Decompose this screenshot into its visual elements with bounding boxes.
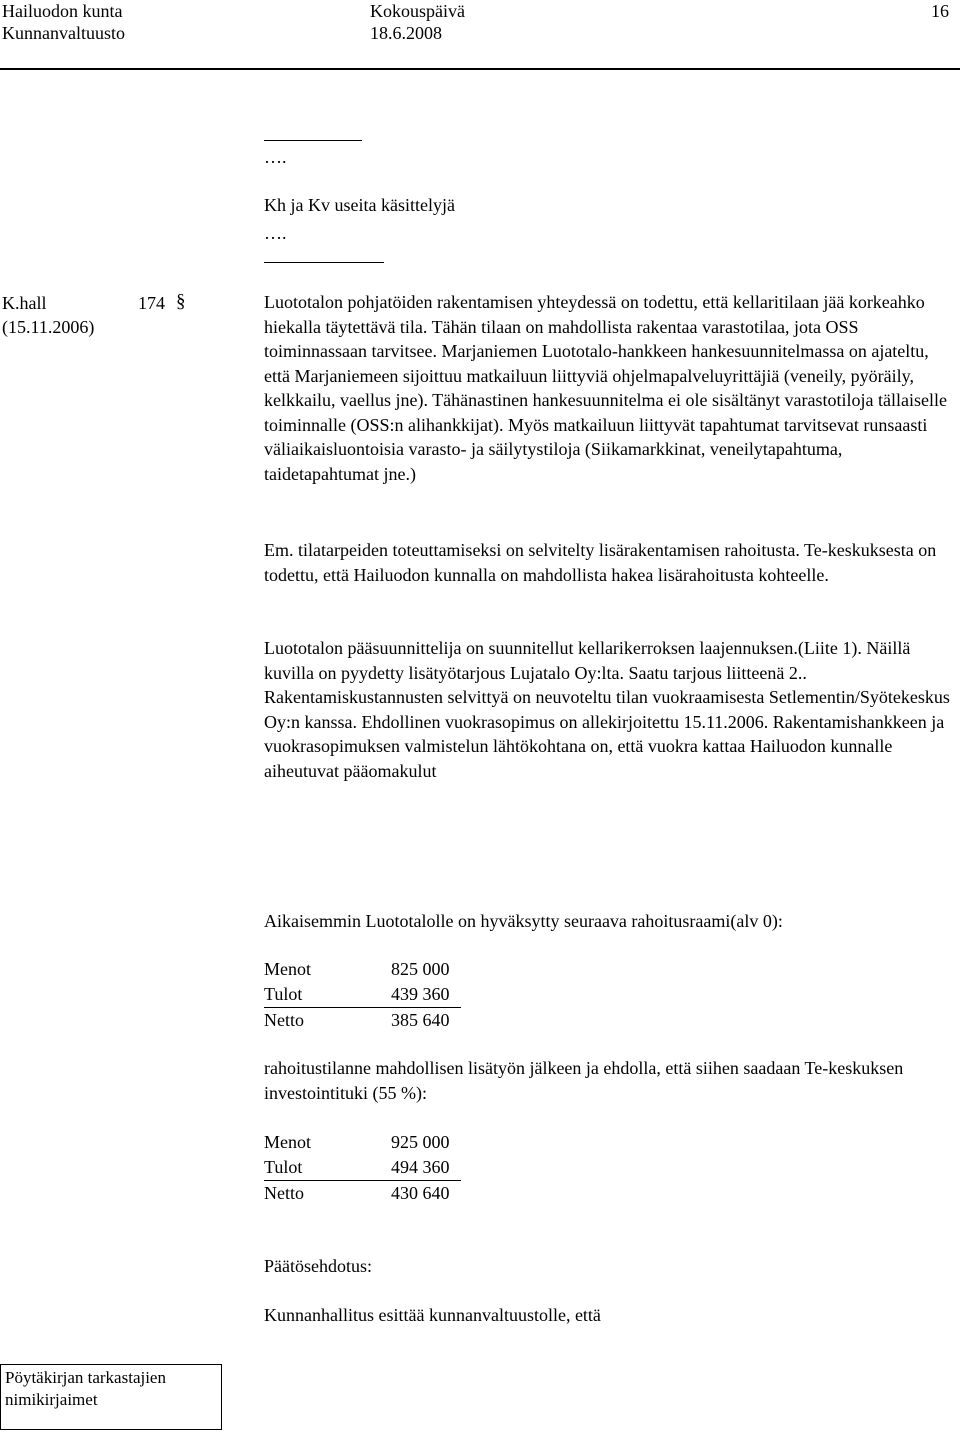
item-section-sign: §: [176, 291, 186, 312]
footer-initials-box: [0, 1364, 222, 1430]
table-cell-value: 825 000: [391, 959, 450, 979]
paragraph-3-text: Luototalon pääsuunnittelija on suunnitellut kellarikerroksen laajennuksen.(Liite 1). Näillä kuvilla on pyydetty lisätyötarjous Lujatalo Oy:lta. Saatu tarjous liitteenä 2.. Rakentamiskustannusten selvittyä on neuvoteltu tilan vuokraamisesta Setlementin/Syötekeskus Oy:n kanssa. Ehdollinen vuokrasopimus on allekirjoitettu 15.11.2006. Rakentamishankkeen ja vuokrasopimuksen valmistelun lähtökohtana on, että vuokra kattaa Hailuodon kunnalle aiheutuvat pääomakulut: [264, 638, 950, 781]
table-cell-label: Netto: [264, 1183, 304, 1203]
funding-after: [264, 1056, 952, 1105]
header-meeting-day-label: Kokouspäivä: [370, 1, 465, 21]
paragraph-2: [264, 538, 952, 587]
header-meeting-date: 18.6.2008: [370, 23, 442, 43]
table-cell-value: 430 640: [391, 1183, 450, 1203]
table-row: [264, 1008, 461, 1034]
table-cell-value: 494 360: [391, 1155, 461, 1181]
header-rule: [0, 68, 960, 70]
footer-line-1: Pöytäkirjan tarkastajien: [5, 1368, 166, 1387]
table-cell-value: 385 640: [391, 1010, 450, 1030]
table-cell-label: Tulot: [264, 982, 391, 1008]
header-municipality: Hailuodon kunta: [2, 1, 123, 21]
table-row: [264, 957, 461, 982]
item-body-ref: K.hall: [2, 293, 47, 313]
table-cell-value: 439 360: [391, 982, 461, 1008]
proposal-text: Kunnanhallitus esittää kunnanvaltuustolle, että: [264, 1305, 601, 1325]
table-cell-label: Menot: [264, 1132, 311, 1152]
table-cell-label: Tulot: [264, 1155, 391, 1181]
funding-intro: Aikaisemmin Luototalolle on hyväksytty seuraava rahoitusraami(alv 0):: [264, 911, 783, 931]
intro-note: Kh ja Kv useita käsittelyjä: [264, 195, 455, 215]
paragraph-3: [264, 636, 952, 783]
proposal-label: Päätösehdotus:: [264, 1256, 372, 1276]
footer-line-2: nimikirjaimet: [5, 1390, 98, 1409]
paragraph-2-text: Em. tilatarpeiden toteuttamiseksi on selvitelty lisärakentamisen rahoitusta. Te-keskuksesta on todettu, että Hailuodon kunnalla on mahdollista hakea lisärahoitusta kohteelle.: [264, 540, 937, 585]
table-row: [264, 1181, 461, 1207]
item-number: 174: [138, 293, 165, 313]
intro-line-bottom: [264, 262, 384, 263]
intro-ellipsis-bottom: ….: [264, 223, 287, 243]
item-date-ref: (15.11.2006): [2, 317, 95, 337]
table-row: [264, 1130, 461, 1155]
table-cell-label: Menot: [264, 959, 311, 979]
intro-line-top: [264, 140, 362, 141]
header-body: Kunnanvaltuusto: [2, 23, 125, 43]
table-row: [264, 982, 461, 1008]
funding-table-before: [264, 957, 461, 1033]
intro-ellipsis-top: ….: [264, 147, 287, 167]
funding-after-text: rahoitustilanne mahdollisen lisätyön jälkeen ja ehdolla, että siihen saadaan Te-keskuksen investointituki (55 %):: [264, 1058, 904, 1103]
funding-table-after: [264, 1130, 461, 1206]
paragraph-1-text: Luototalon pohjatöiden rakentamisen yhteydessä on todettu, että kellaritilaan jää korkeahko hiekalla täytettävä tila. Tähän tilaan on mahdollista rakentaa varastotilaa, jota OSS toiminnassaan tarvitsee. Marjaniemen Luototalo-hankkeen hankesuunnitelmassa on ajateltu, että Marjaniemeen sijoittuu matkailuun liittyviä ohjelmapalveluyrittäjiä (veneily, pyöräily, kelkkailu, vaellus jne). Tähänastinen hankesuunnitelma ei ole sisältänyt varastotiloja tällaiselle toiminnalle (OSS:n alihankkijat). Myös matkailuun liittyvät tapahtumat tarvitsevat runsaasti väliaikaisluontoisia varasto- ja säilytystiloja (Siikamarkkinat, veneilytapahtuma, taidetapahtumat jne.): [264, 292, 947, 484]
table-cell-value: 925 000: [391, 1132, 450, 1152]
table-cell-label: Netto: [264, 1010, 304, 1030]
header-page-number: 16: [931, 1, 949, 21]
table-row: [264, 1155, 461, 1181]
paragraph-1: [264, 290, 952, 486]
